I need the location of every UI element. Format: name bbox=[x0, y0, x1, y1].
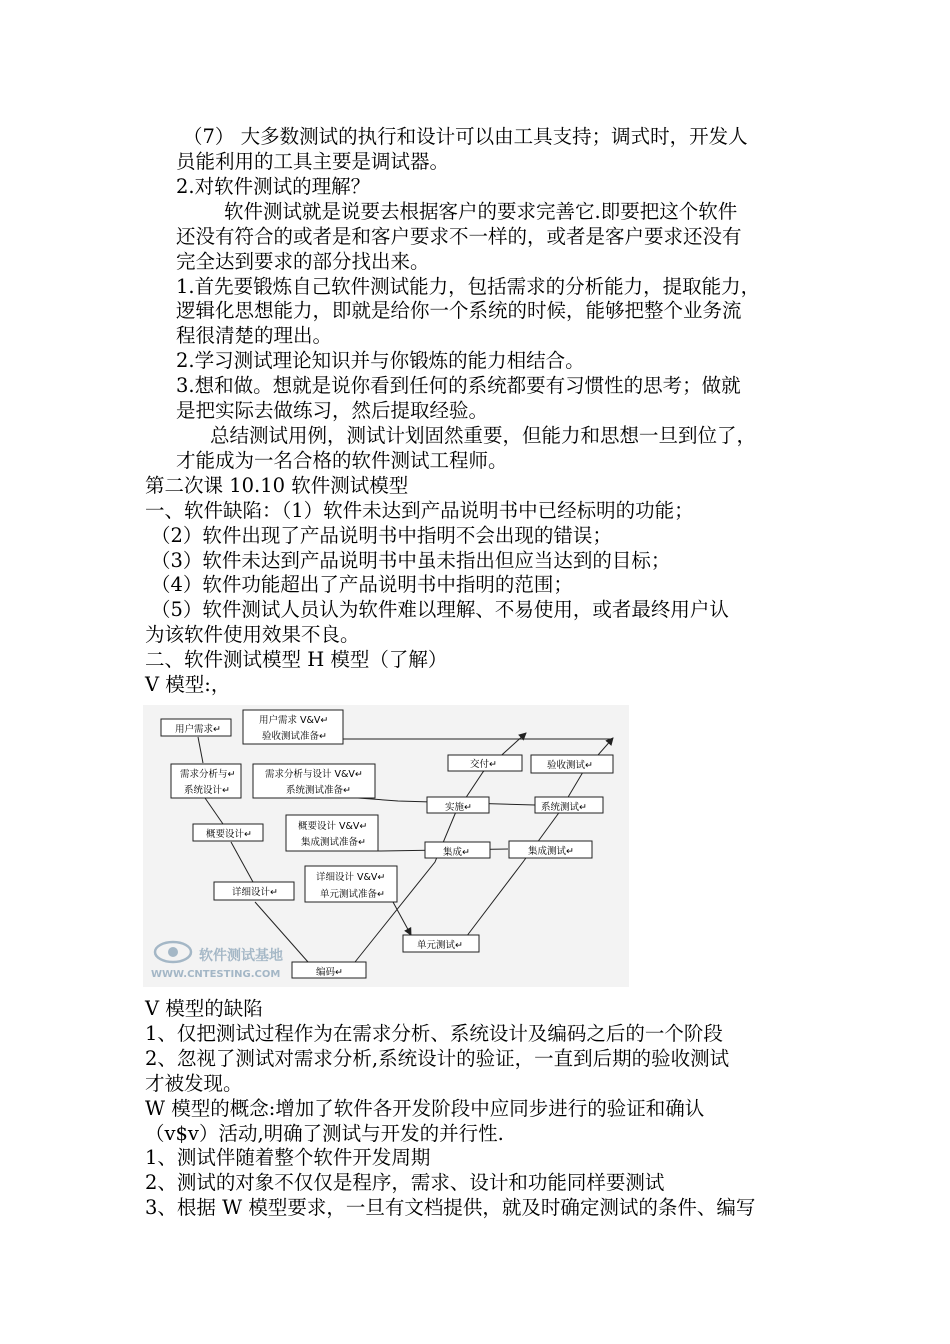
list-item: （5）软件测试人员认为软件难以理解、不易使用，或者最终用户认 bbox=[151, 598, 729, 621]
section-heading: 2.对软件测试的理解？ bbox=[176, 175, 371, 198]
list-item: 1、测试伴随着整个软件开发周期 bbox=[145, 1146, 431, 1169]
text-line: 是把实际去做练习，然后提取经验。 bbox=[176, 399, 489, 422]
list-item: （3）软件未达到产品说明书中虽未指出但应当达到的目标； bbox=[151, 549, 671, 572]
lesson-heading: 第二次课 10.10 软件测试模型 bbox=[145, 474, 409, 497]
text-line: 3.想和做。想就是说你看到任何的系统都要有习惯性的思考；做就 bbox=[176, 374, 741, 397]
box-label: 详细设计 V&V↵ bbox=[316, 872, 386, 883]
box-detail-design bbox=[214, 882, 294, 900]
text-line: 总结测试用例，测试计划固然重要，但能力和思想一旦到位了， bbox=[210, 424, 757, 447]
text-line: 软件测试就是说要去根据客户的要求完善它.即要把这个软件 bbox=[224, 200, 738, 223]
box-label: 单元测试↵ bbox=[417, 940, 463, 951]
box-label: 概要设计↵ bbox=[206, 829, 252, 840]
box-label: 系统设计↵ bbox=[184, 785, 230, 796]
box-integration bbox=[425, 842, 490, 858]
text-line: 逻辑化思想能力，即就是给你一个系统的时候，能够把整个业务流 bbox=[176, 299, 742, 322]
edge-left-3 bbox=[231, 842, 253, 882]
box-label: 验收测试准备↵ bbox=[262, 731, 327, 742]
text-line: 完全达到要求的部分找出来。 bbox=[176, 250, 430, 273]
watermark-logo bbox=[151, 942, 283, 980]
box-label: 用户需求↵ bbox=[175, 724, 221, 735]
watermark-cn: 软件测试基地 bbox=[199, 948, 283, 964]
box-coding bbox=[292, 962, 366, 978]
box-user-req bbox=[161, 719, 231, 736]
box-label: 用户需求 V&V↵ bbox=[259, 715, 329, 726]
box-label: 验收测试↵ bbox=[547, 760, 593, 771]
box-label: 需求分析与设计 V&V↵ bbox=[265, 769, 363, 780]
edge-left-1 bbox=[198, 737, 203, 763]
box-label: 集成测试↵ bbox=[528, 846, 574, 857]
box-label: 实施↵ bbox=[445, 802, 472, 813]
list-item: （2）软件出现了产品说明书中指明不会出现的错误； bbox=[151, 524, 612, 547]
section-heading: 二、软件测试模型 H 模型（了解） bbox=[145, 648, 448, 671]
list-item: 2、测试的对象不仅仅是程序，需求、设计和功能同样要测试 bbox=[145, 1171, 665, 1194]
list-item: 1、仅把测试过程作为在需求分析、系统设计及编码之后的一个阶段 bbox=[145, 1022, 723, 1045]
box-label: 集成↵ bbox=[443, 847, 470, 858]
box-label: 系统测试准备↵ bbox=[286, 785, 351, 796]
box-label: 单元测试准备↵ bbox=[320, 889, 385, 900]
text-line: W 模型的概念:增加了软件各开发阶段中应同步进行的验证和确认 bbox=[145, 1097, 705, 1120]
box-delivery bbox=[448, 755, 522, 771]
watermark-url: WWW.CNTESTING.COM bbox=[151, 969, 281, 980]
text-line: 才能成为一名合格的软件测试工程师。 bbox=[176, 449, 508, 472]
text-line: 为该软件使用效果不良。 bbox=[145, 623, 360, 646]
edge-left-2 bbox=[205, 798, 223, 824]
box-outline-vv bbox=[286, 815, 378, 851]
box-label: 交付↵ bbox=[470, 759, 497, 770]
box-system-test bbox=[535, 797, 603, 813]
text-line: 2.学习测试理论知识并与你锻炼的能力相结合。 bbox=[176, 349, 585, 372]
text-line: 还没有符合的或者是和客户要求不一样的，或者是客户要求还没有 bbox=[176, 225, 742, 248]
section-heading: V 模型:， bbox=[145, 673, 231, 696]
box-integration-test bbox=[509, 841, 592, 858]
box-label: 系统测试↵ bbox=[541, 802, 587, 813]
box-detail-vv bbox=[305, 866, 397, 902]
box-deploy bbox=[427, 797, 489, 813]
box-unit-test bbox=[403, 935, 479, 952]
box-label: 集成测试准备↵ bbox=[301, 837, 366, 848]
v-model-diagram bbox=[143, 705, 629, 987]
edge-vv4-unit bbox=[393, 902, 411, 935]
box-label: 需求分析与↵ bbox=[180, 769, 236, 780]
box-req-vv bbox=[253, 764, 375, 798]
text-line: 程很清楚的理出。 bbox=[176, 324, 333, 347]
list-item: 2、忽视了测试对需求分析,系统设计的验证，一直到后期的验收测试 bbox=[145, 1047, 730, 1070]
box-req-analysis bbox=[171, 764, 241, 798]
text-line: 1.首先要锻炼自己软件测试能力，包括需求的分析能力，提取能力， bbox=[176, 275, 761, 298]
text-line: （7） 大多数测试的执行和设计可以由工具支持；调式时，开发人 bbox=[183, 125, 748, 148]
text-line: 员能利用的工具主要是调试器。 bbox=[176, 150, 450, 173]
list-item: （4）软件功能超出了产品说明书中指明的范围； bbox=[151, 573, 573, 596]
text-line: （v$v）活动,明确了测试与开发的并行性. bbox=[145, 1122, 504, 1145]
box-acceptance-test bbox=[531, 755, 613, 773]
section-heading: V 模型的缺陷 bbox=[145, 997, 263, 1020]
box-label: 详细设计↵ bbox=[232, 887, 278, 898]
list-item: 3、根据 W 模型要求，一旦有文档提供，就及时确定测试的条件、编写 bbox=[145, 1196, 756, 1219]
text-line: 一、软件缺陷：（1）软件未达到产品说明书中已经标明的功能； bbox=[145, 499, 694, 522]
box-label: 概要设计 V&V↵ bbox=[298, 821, 368, 832]
box-outline-design bbox=[193, 824, 263, 841]
box-label: 编码↵ bbox=[316, 967, 343, 978]
box-user-req-vv bbox=[243, 710, 343, 744]
text-line: 才被发现。 bbox=[145, 1072, 243, 1095]
